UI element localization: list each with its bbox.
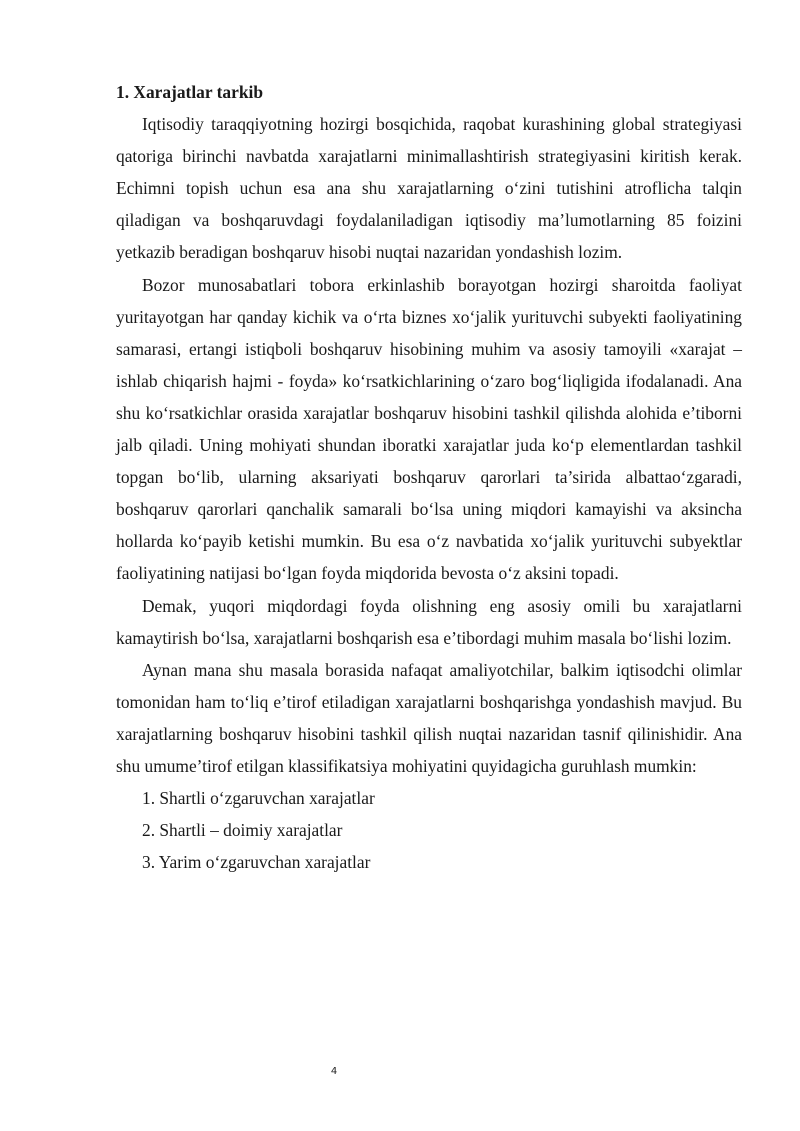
page-number: 4	[330, 1066, 338, 1077]
list-item-1: 1. Shartli o‘zgaruvchan xarajatlar	[142, 788, 375, 809]
paragraph-2: Bozor munosabatlari tobora erkinlashib borayotgan hozirgi sharoitda faoliyat yuritayotgan har qanday kichik va o‘rta biznes xo‘jalik yurituvchi subyekti faoliyatining samarasi, ertangi istiqboli boshqaruv hisobining muhim va asosiy tamoyili «xarajat – ishlab chiqarish hajmi - foyda» ko‘rsatkichlarining o‘zaro bog‘liqligida ifodalanadi. Ana shu ko‘rsatkichlar orasida xarajatlar boshqaruv hisobini tashkil qilishda alohida e’tiborni jalb qiladi. Uning mohiyati shundan iboratki xarajatlar juda ko‘p elementlardan tashkil topgan bo‘lib, ularning aksariyati boshqaruv qarorlari ta’sirida albattao‘zgaradi, boshqaruv qarorlari qanchalik samarali bo‘lsa uning miqdori kamayishi va aksincha hollarda ko‘payib ketishi mumkin. Bu esa o‘z navbatida xo‘jalik yurituvchi subyektlar faoliyatining natijasi bo‘lgan foyda miqdorida bevosta o‘z aksini topadi.	[116, 274, 742, 584]
section-heading: 1. Xarajatlar tarkib	[116, 82, 263, 102]
document-body	[116, 76, 742, 878]
list-item-3: 3. Yarim o‘zgaruvchan xarajatlar	[142, 852, 371, 873]
paragraph-4: Aynan mana shu masala borasida nafaqat amaliyotchilar, balkim iqtisodchi olimlar tomonidan ham to‘liq e’tirof etiladigan xarajatlarni boshqarishga yondashish mavjud. Bu xarajatlarning boshqaruv hisobini tashkil qilish nuqtai nazaridan tasnif qilinishidir. Ana shu umume’tirof etilgan klassifikatsiya mohiyatini quyidagicha guruhlash mumkin:	[116, 659, 742, 776]
list-item-2: 2. Shartli – doimiy xarajatlar	[142, 820, 343, 841]
paragraph-1: Iqtisodiy taraqqiyotning hozirgi bosqichida, raqobat kurashining global strategiyasi qatoriga birinchi navbatda xarajatlarni minimallashtirish strategiyasini kiritish kerak. Echimni topish uchun esa ana shu xarajatlarning o‘zini tutishini atroflicha talqin qiladigan va boshqaruvdagi foydalaniladigan iqtisodiy ma’lumotlarning 85 foizini yetkazib beradigan boshqaruv hisobi nuqtai nazaridan yondashish lozim.	[116, 114, 742, 263]
paragraph-3: Demak, yuqori miqdordagi foyda olishning eng asosiy omili bu xarajatlarni kamaytirish bo‘lsa, xarajatlarni boshqarish esa e’tibordagi muhim masala bo‘lishi lozim.	[116, 595, 742, 648]
